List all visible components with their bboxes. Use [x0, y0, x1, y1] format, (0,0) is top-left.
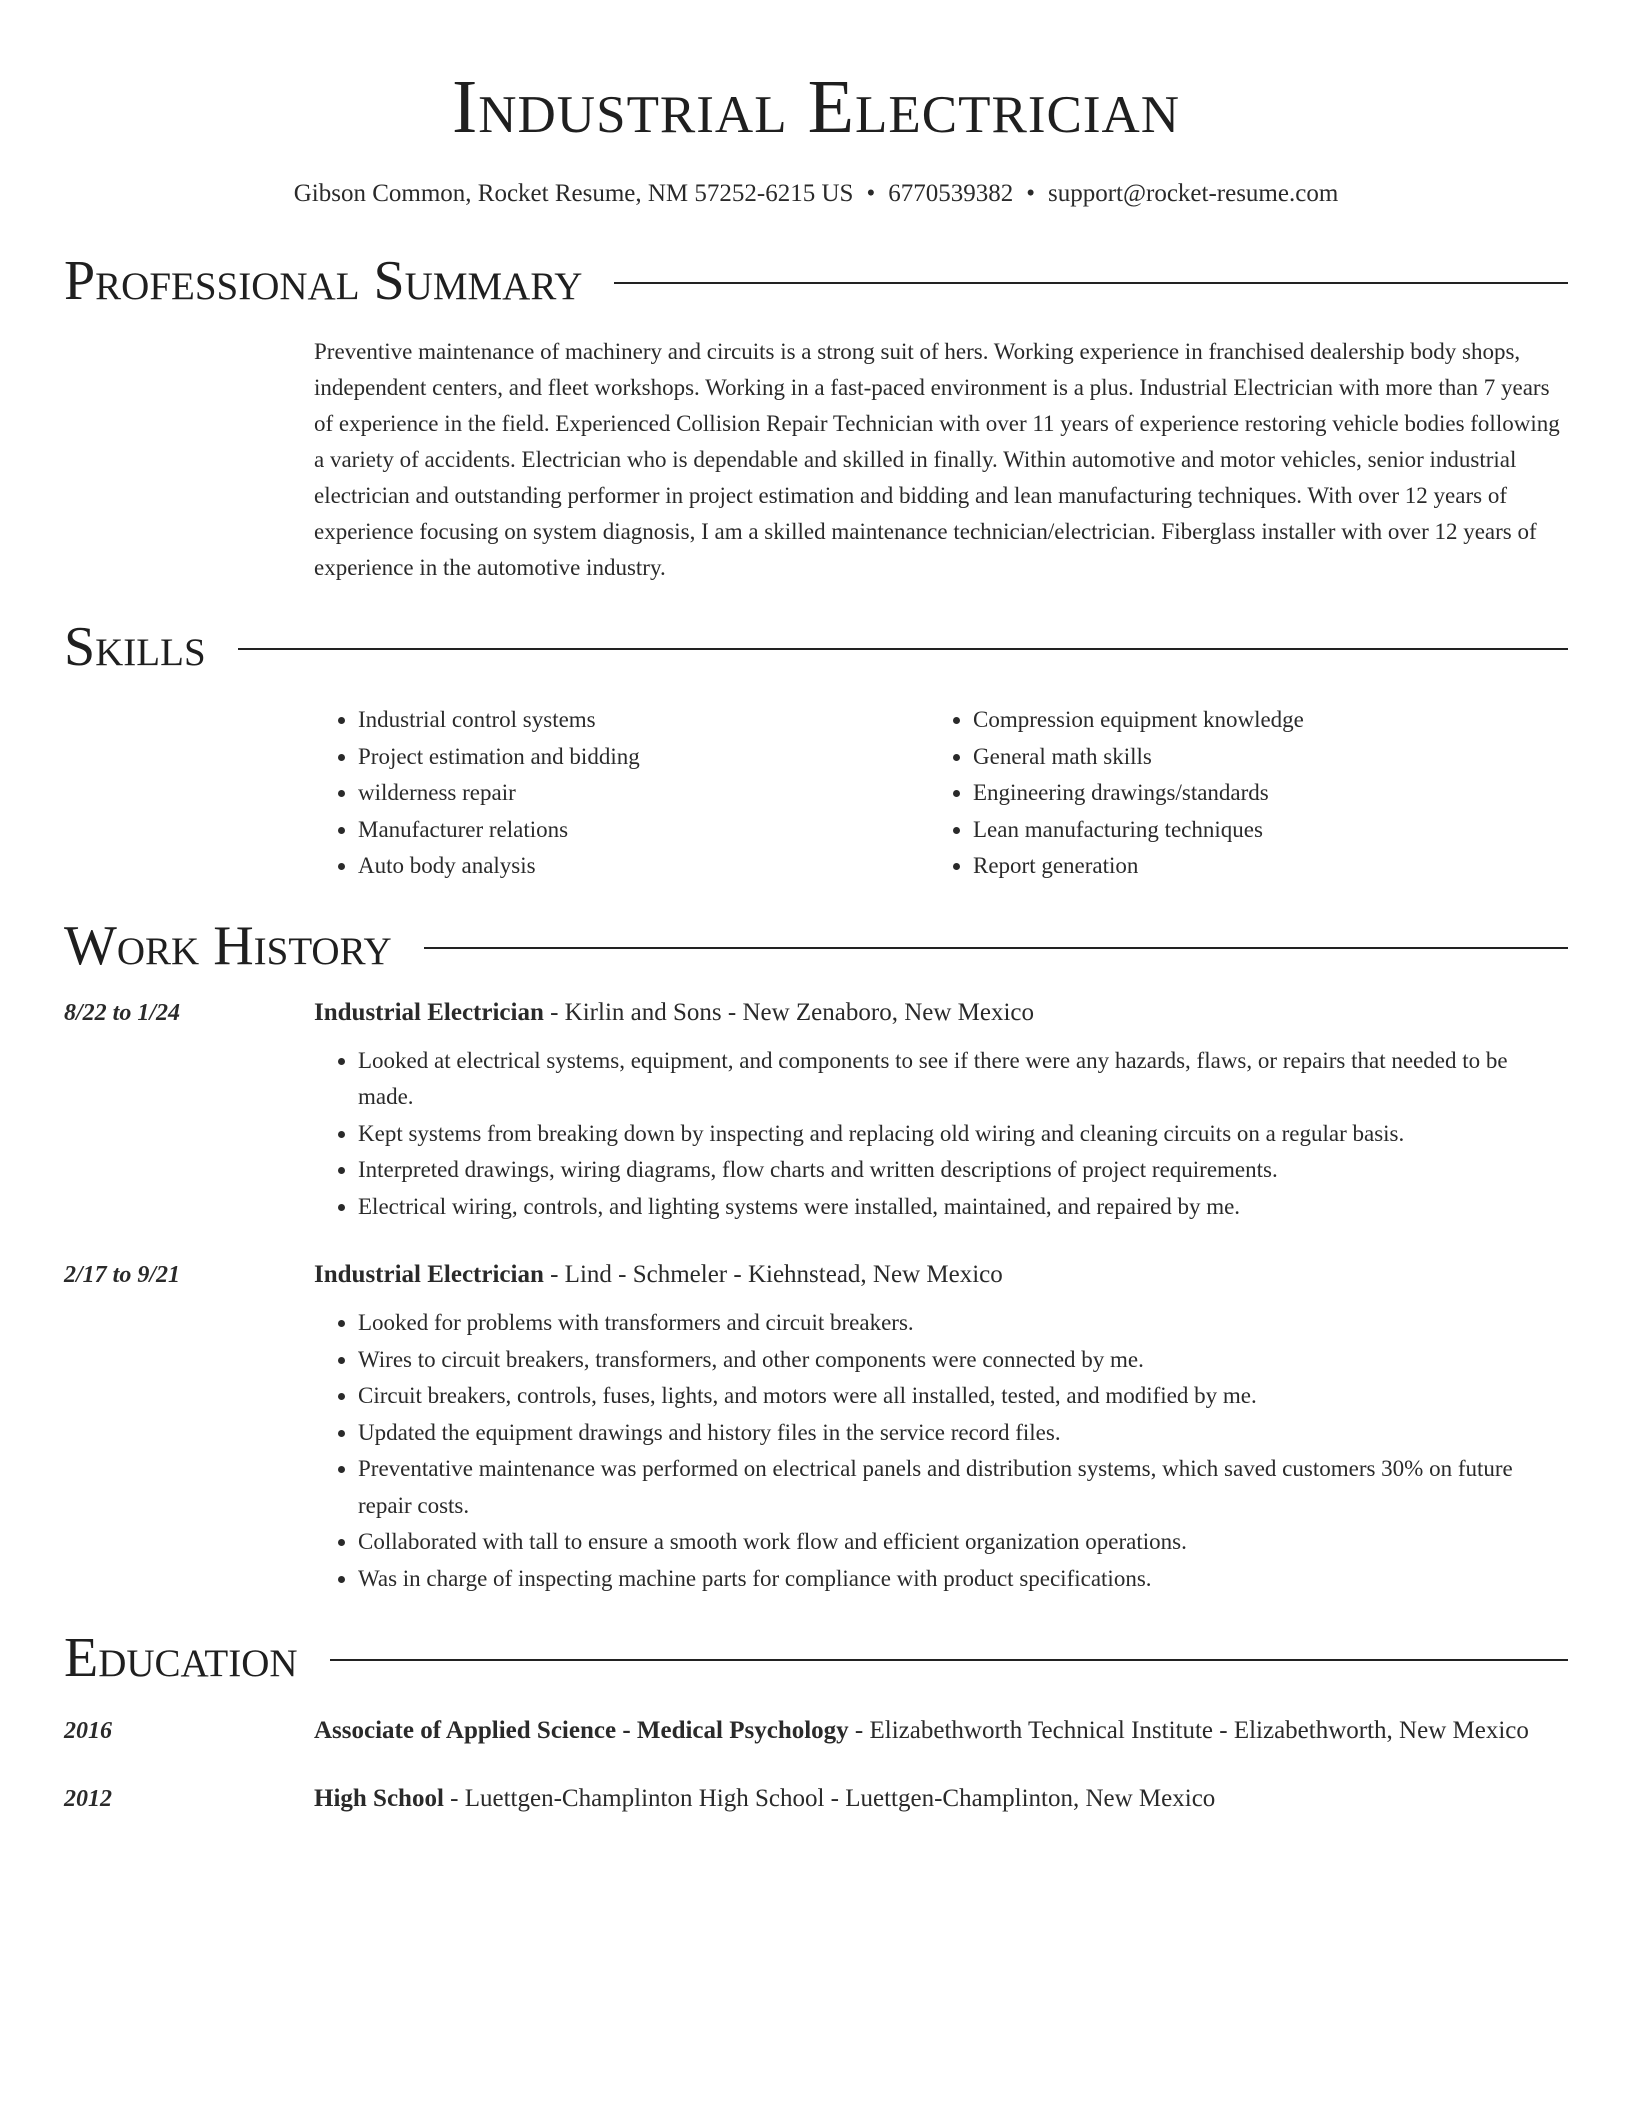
skill-item: • General math skills	[973, 739, 1544, 776]
section-divider	[614, 282, 1568, 284]
job-title-line	[314, 993, 1568, 1033]
education-line	[314, 1711, 1568, 1751]
education-entry	[64, 1711, 1568, 1751]
job-dates: 2/17 to 9/21	[64, 1262, 181, 1288]
job-bullet: • Electrical wiring, controls, and lighting systems were installed, maintained, and repaired by me.	[358, 1189, 1568, 1226]
education-section-header	[64, 1623, 1568, 1693]
contact-separator: •	[1026, 180, 1035, 207]
job-bullet: • Preventative maintenance was performed on electrical panels and distribution systems, which saved customers 30% on future repair costs.	[358, 1451, 1568, 1524]
job-title: Industrial Electrician	[314, 1261, 544, 1288]
resume-name: Industrial Electrician	[451, 65, 1181, 149]
summary-text: Preventive maintenance of machinery and circuits is a strong suit of hers. Working experience in franchised dealership body shops, independent centers, and fleet workshops. Working in a fast-paced environment is a plus. Industrial Electrician with more than 7 years of experience in the field. Experienced Collision Repair Technician with over 11 years of experience restoring vehicle bodies following a variety of accidents. Electrician who is dependable and skilled in finally. Within automotive and motor vehicles, senior industrial electrician and outstanding performer in project estimation and bidding and lean manufacturing techniques. With over 12 years of experience focusing on system diagnosis, I am a skilled maintenance technician/electrician. Fiberglass installer with over 12 years of experience in the automotive industry.	[314, 339, 1560, 580]
job-entry	[64, 1255, 1568, 1597]
skill-item: • Engineering drawings/standards	[973, 775, 1544, 812]
contact-address: Gibson Common, Rocket Resume, NM 57252-6215 US	[293, 180, 854, 207]
job-bullet: • Wires to circuit breakers, transformers, and other components were connected by me.	[358, 1342, 1568, 1379]
contact-separator: •	[866, 180, 876, 207]
job-bullet: • Updated the equipment drawings and history files in the service record files.	[358, 1415, 1568, 1452]
education-year: 2016	[64, 1718, 112, 1744]
skills-list	[314, 702, 1568, 885]
skill-item: • Industrial control systems	[358, 702, 929, 739]
job-bullet: • Interpreted drawings, wiring diagrams, flow charts and written descriptions of project requirements.	[358, 1152, 1568, 1189]
job-title: Industrial Electrician	[314, 998, 544, 1026]
job-bullets	[314, 1043, 1568, 1226]
contact-email[interactable]: support@rocket-resume.com	[1047, 180, 1339, 207]
education-year: 2012	[64, 1786, 112, 1812]
job-bullet: • Circuit breakers, controls, fuses, lights, and motors were all installed, tested, and modified by me.	[358, 1378, 1568, 1415]
summary-section-header	[64, 246, 1568, 316]
work-section-header	[64, 911, 1568, 981]
skills-heading: Skills	[64, 616, 206, 678]
skills-column-left	[314, 702, 929, 885]
job-details: - Kirlin and Sons - New Zenaboro, New Mexico	[543, 998, 1035, 1026]
skill-item: • Manufacturer relations	[358, 812, 929, 849]
job-entry	[64, 993, 1568, 1226]
job-bullets	[314, 1305, 1568, 1597]
skill-item: • Report generation	[973, 848, 1544, 885]
education-degree: High School	[314, 1785, 444, 1812]
skills-section-header	[64, 612, 1568, 682]
job-dates: 8/22 to 1/24	[64, 999, 181, 1026]
section-divider	[238, 648, 1568, 650]
education-details: - Luettgen-Champlinton High School - Luettgen-Champlinton, New Mexico	[443, 1785, 1216, 1812]
job-bullet: • Kept systems from breaking down by inspecting and replacing old wiring and cleaning circuits on a regular basis.	[358, 1116, 1568, 1153]
skills-column-right	[929, 702, 1544, 885]
job-bullet: • Looked at electrical systems, equipment, and components to see if there were any hazards, flaws, or repairs that needed to be made.	[358, 1043, 1568, 1116]
job-bullet: • Collaborated with tall to ensure a smooth work flow and efficient organization operations.	[358, 1524, 1568, 1561]
section-divider	[424, 947, 1568, 949]
job-bullet: • Was in charge of inspecting machine parts for compliance with product specifications.	[358, 1561, 1568, 1598]
work-heading: Work History	[64, 914, 392, 977]
job-details: - Lind - Schmeler - Kiehnstead, New Mexico	[543, 1261, 1003, 1288]
education-degree: Associate of Applied Science - Medical Psychology	[314, 1717, 849, 1744]
contact-phone: 6770539382	[888, 180, 1014, 207]
section-divider	[330, 1659, 1568, 1661]
job-bullet: • Looked for problems with transformers and circuit breakers.	[358, 1305, 1568, 1342]
education-line	[314, 1779, 1568, 1819]
skill-item: • Auto body analysis	[358, 848, 929, 885]
contact-line	[64, 178, 1568, 210]
education-entry	[64, 1779, 1568, 1819]
skill-item: • Compression equipment knowledge	[973, 702, 1544, 739]
summary-heading: Professional Summary	[64, 250, 583, 312]
education-details: - Elizabethworth Technical Institute - Elizabethworth, New Mexico	[848, 1717, 1529, 1744]
skill-item: • Lean manufacturing techniques	[973, 812, 1544, 849]
skill-item: • Project estimation and bidding	[358, 739, 929, 776]
education-heading: Education	[64, 1627, 298, 1689]
skill-item: • wilderness repair	[358, 775, 929, 812]
job-title-line	[314, 1255, 1568, 1295]
